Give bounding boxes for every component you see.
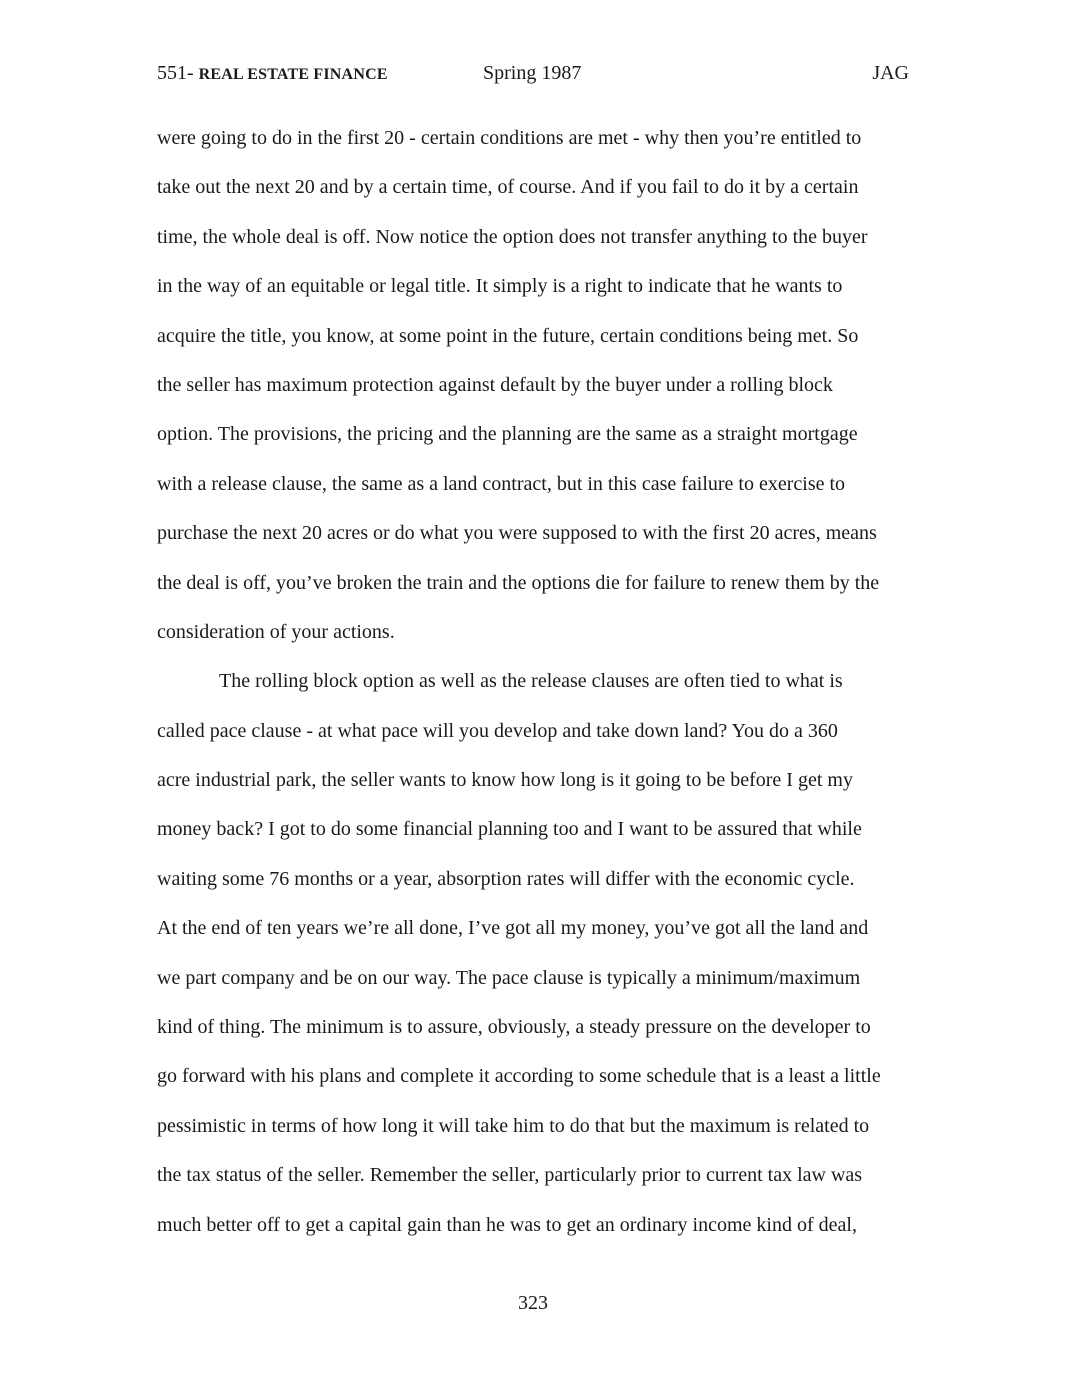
paragraph-first-line: The rolling block option as well as the release clauses are often tied to what is	[219, 670, 843, 693]
text-line: much better off to get a capital gain than he was to get an ordinary income kind of deal,	[157, 1213, 857, 1236]
text-line: with a release clause, the same as a land contract, but in this case failure to exercise to	[157, 472, 846, 495]
text-line: we part company and be on our way. The pace clause is typically a minimum/maximum	[157, 966, 861, 989]
text-line: waiting some 76 months or a year, absorption rates will differ with the economic cycle.	[157, 867, 855, 890]
term-label: Spring 1987	[483, 62, 582, 84]
text-line: go forward with his plans and complete it according to some schedule that is a least a little	[157, 1065, 881, 1088]
author-initials: JAG	[872, 62, 909, 84]
text-line: were going to do in the first 20 - certain conditions are met - why then you’re entitled to	[157, 127, 862, 149]
text-line: time, the whole deal is off. Now notice the option does not transfer anything to the buyer	[157, 225, 868, 248]
text-line: acquire the title, you know, at some point in the future, certain conditions being met. So	[157, 324, 859, 347]
text-line: kind of thing. The minimum is to assure, obviously, a steady pressure on the developer to	[157, 1016, 871, 1039]
course-title	[157, 62, 388, 85]
text-line: take out the next 20 and by a certain time, of course. And if you fail to do it by a certain	[157, 176, 859, 199]
text-line: option. The provisions, the pricing and the planning are the same as a straight mortgage	[157, 423, 858, 446]
page-number: 323	[518, 1292, 548, 1314]
text-line: purchase the next 20 acres or do what you were supposed to with the first 20 acres, means	[157, 522, 877, 545]
text-line: called pace clause - at what pace will you develop and take down land? You do a 360	[157, 719, 838, 742]
text-line: the deal is off, you’ve broken the train and the options die for failure to renew them by the	[157, 571, 880, 594]
text-line: At the end of ten years we’re all done, I’ve got all my money, you’ve got all the land and	[157, 917, 869, 940]
text-line: money back? I got to do some financial planning too and I want to be assured that while	[157, 818, 862, 841]
page-header	[157, 62, 909, 92]
course-number: 551-	[157, 62, 199, 84]
transcript-body	[157, 122, 917, 1258]
text-line: the seller has maximum protection against default by the buyer under a rolling block	[157, 373, 833, 396]
text-line: consideration of your actions.	[157, 620, 395, 643]
text-line: pessimistic in terms of how long it will take him to do that but the maximum is related to	[157, 1114, 870, 1137]
text-line: the tax status of the seller. Remember the seller, particularly prior to current tax law was	[157, 1164, 863, 1187]
text-line: in the way of an equitable or legal title. It simply is a right to indicate that he wants to	[157, 275, 843, 298]
text-line: acre industrial park, the seller wants to know how long is it going to be before I get my	[157, 769, 853, 792]
course-name: REAL ESTATE FINANCE	[198, 66, 388, 83]
